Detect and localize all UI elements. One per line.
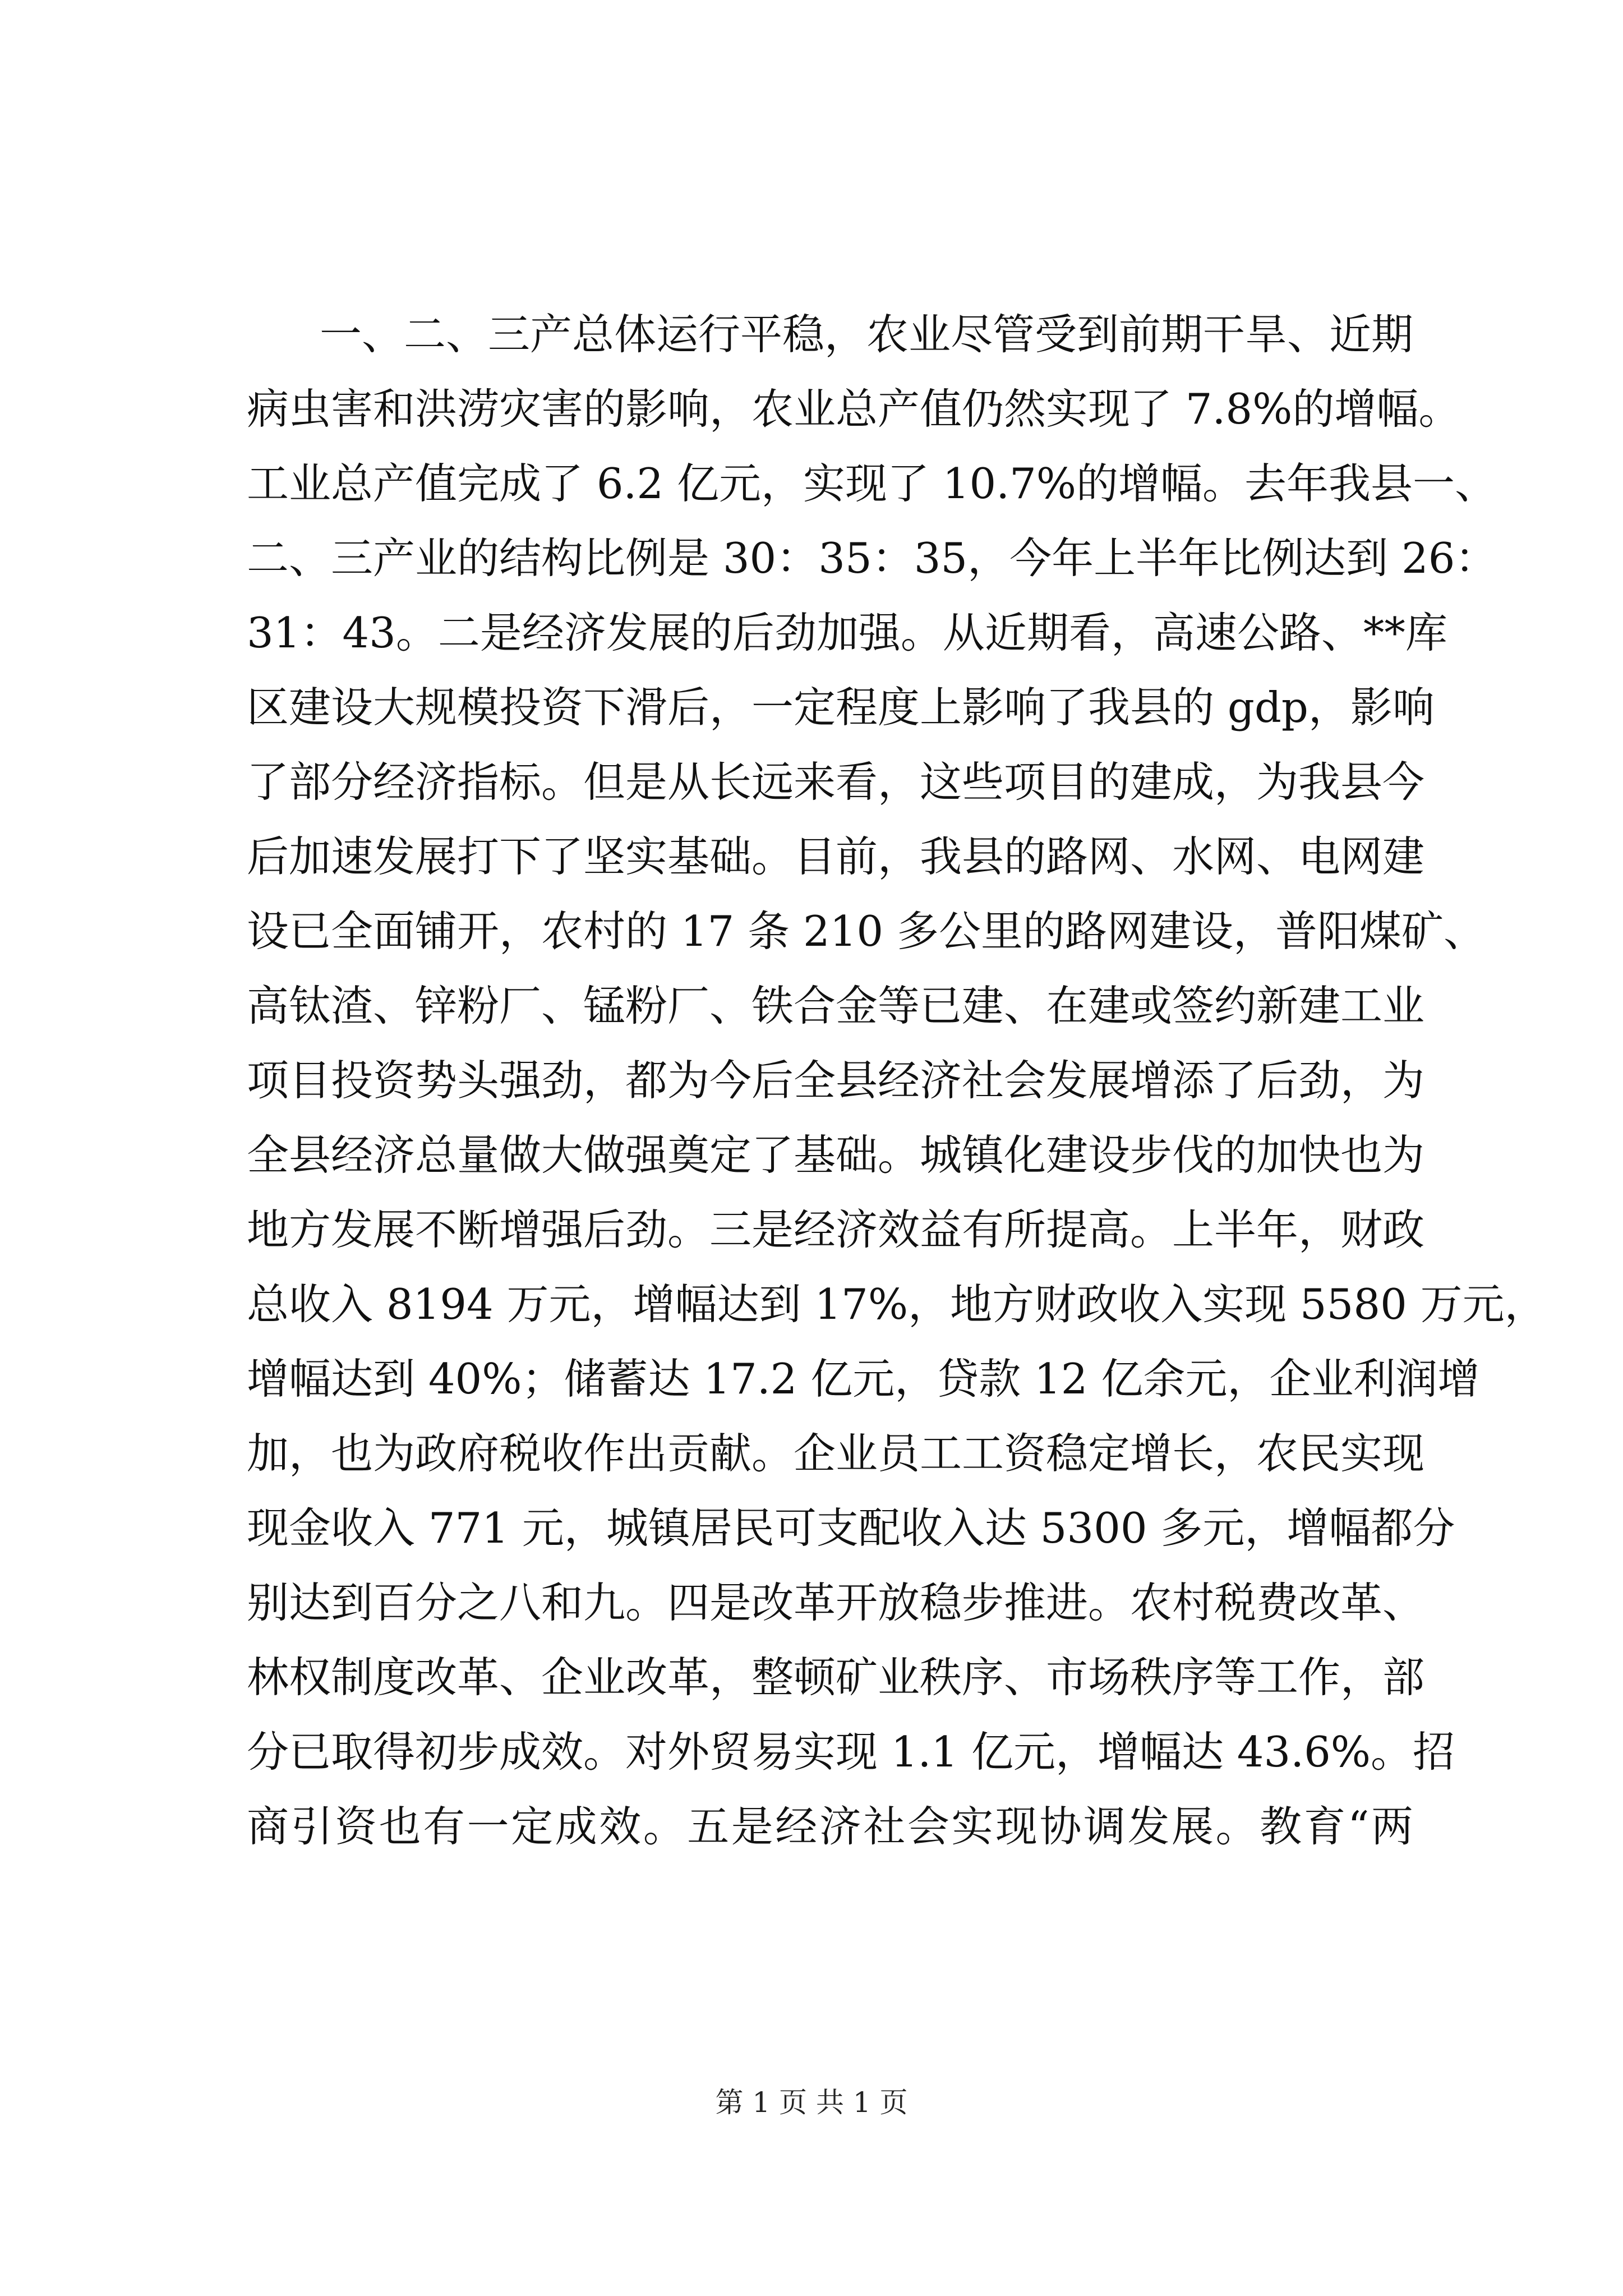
page-footer: 第 1 页 共 1 页 xyxy=(715,2086,908,2119)
text-line: 一、二、三产总体运行平稳，农业尽管受到前期干旱、近期 xyxy=(320,310,1414,359)
text-line: 林权制度改革、企业改革，整顿矿业秩序、市场秩序等工作，部 xyxy=(247,1653,1425,1702)
text-line: 现金收入 771 元，城镇居民可支配收入达 5300 多元，增幅都分 xyxy=(247,1503,1455,1553)
text-line: 分已取得初步成效。对外贸易实现 1.1 亿元，增幅达 43.6%。招 xyxy=(247,1727,1455,1777)
text-line: 全县经济总量做大做强奠定了基础。城镇化建设步伐的加快也为 xyxy=(247,1130,1425,1180)
text-line: 项目投资势头强劲，都为今后全县经济社会发展增添了后劲，为 xyxy=(247,1056,1425,1105)
text-line: 加，也为政府税收作出贡献。企业员工工资稳定增长，农民实现 xyxy=(247,1429,1425,1478)
text-line: 高钛渣、锌粉厂、锰粉厂、铁合金等已建、在建或签约新建工业 xyxy=(247,981,1425,1030)
text-line: 别达到百分之八和九。四是改革开放稳步推进。农村税费改革、 xyxy=(247,1578,1425,1627)
text-line: 增幅达到 40%；储蓄达 17.2 亿元，贷款 12 亿余元，企业利润增 xyxy=(247,1354,1480,1404)
body-text xyxy=(247,297,1547,1864)
text-line: 后加速发展打下了坚实基础。目前，我县的路网、水网、电网建 xyxy=(247,832,1425,881)
text-line: 设已全面铺开，农村的 17 条 210 多公里的路网建设，普阳煤矿、 xyxy=(247,907,1486,956)
text-line: 31：43。二是经济发展的后劲加强。从近期看，高速公路、**库 xyxy=(247,608,1447,657)
text-line: 总收入 8194 万元，增幅达到 17%，地方财政收入实现 5580 万元， xyxy=(247,1280,1547,1329)
text-line: 地方发展不断增强后劲。三是经济效益有所提高。上半年，财政 xyxy=(247,1205,1425,1254)
text-line: 商引资也有一定成效。五是经济社会实现协调发展。教育“两 xyxy=(247,1802,1413,1851)
text-line: 病虫害和洪涝灾害的影响，农业总产值仍然实现了 7.8%的增幅。 xyxy=(247,384,1461,434)
text-line: 二、三产业的结构比例是 30：35：35，今年上半年比例达到 26： xyxy=(247,533,1497,583)
text-line: 工业总产值完成了 6.2 亿元，实现了 10.7%的增幅。去年我县一、 xyxy=(247,459,1497,508)
text-line: 了部分经济指标。但是从长远来看，这些项目的建成，为我县今 xyxy=(247,757,1425,807)
text-line: 区建设大规模投资下滑后，一定程度上影响了我县的 gdp，影响 xyxy=(247,683,1435,732)
